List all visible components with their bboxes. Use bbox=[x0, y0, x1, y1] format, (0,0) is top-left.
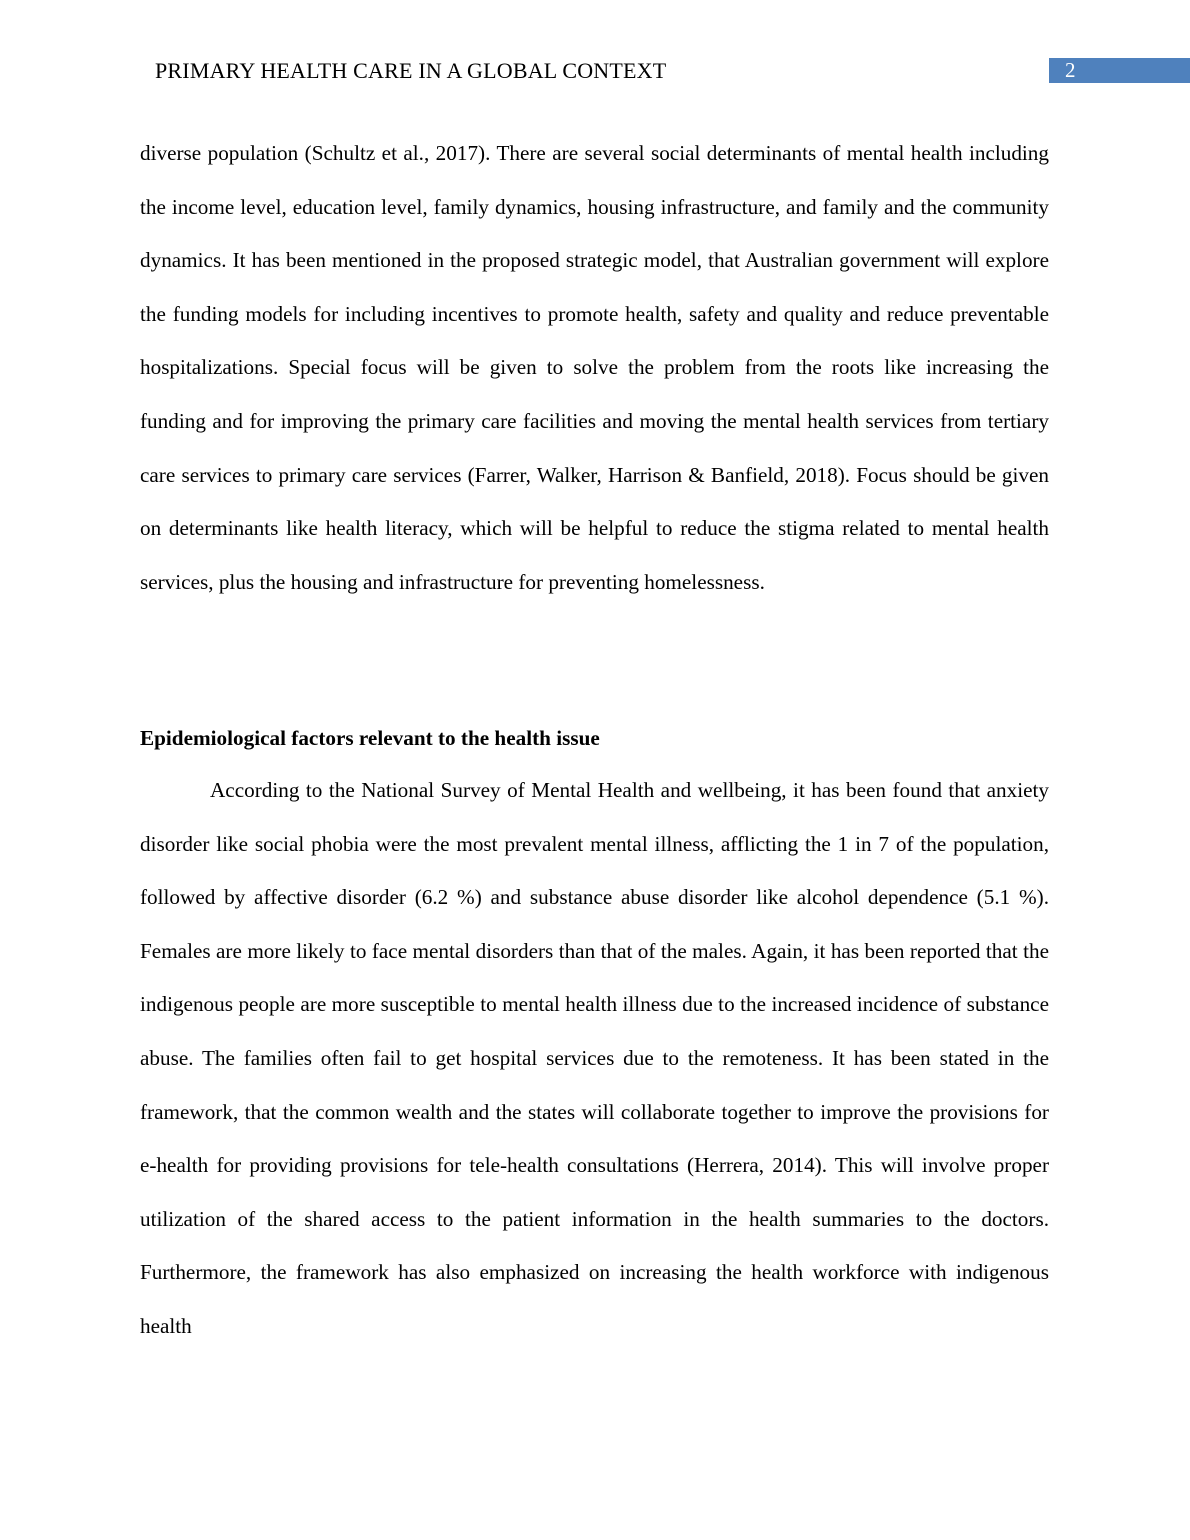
body-paragraph-2: According to the National Survey of Mental Health and wellbeing, it has been found that anxiety disorder like social phobia were the most prevalent mental illness, afflicting the 1 in 7 of the population, followed by affective disorder (6.2 %) and substance abuse disorder like alcohol dependence (5.1 %). Females are more likely to face mental disorders than that of the males. Again, it has been reported that the indigenous people are more susceptible to mental health illness due to the increased incidence of substance abuse. The families often fail to get hospital services due to the remoteness. It has been stated in the framework, that the common wealth and the states will collaborate together to improve the provisions for e-health for providing provisions for tele-health consultations (Herrera, 2014). This will involve proper utilization of the shared access to the patient information in the health summaries to the doctors. Furthermore, the framework has also emphasized on increasing the health workforce with indigenous health bbox=[140, 778, 1049, 1338]
section-heading: Epidemiological factors relevant to the health issue bbox=[140, 726, 600, 750]
running-head-title: PRIMARY HEALTH CARE IN A GLOBAL CONTEXT bbox=[155, 58, 667, 83]
page-number-badge: 2 bbox=[1049, 58, 1190, 83]
body-paragraph-1: diverse population (Schultz et al., 2017). There are several social determinants of mental health including the income level, education level, family dynamics, housing infrastructure, and family and the community dynamics. It has been mentioned in the proposed strategic model, that Australian government will explore the funding models for including incentives to promote health, safety and quality and reduce preventable hospitalizations. Special focus will be given to solve the problem from the roots like increasing the funding and for improving the primary care facilities and moving the mental health services from tertiary care services to primary care services (Farrer, Walker, Harrison & Banfield, 2018). Focus should be given on determinants like health literacy, which will be helpful to reduce the stigma related to mental health services, plus the housing and infrastructure for preventing homelessness. bbox=[140, 141, 1049, 594]
